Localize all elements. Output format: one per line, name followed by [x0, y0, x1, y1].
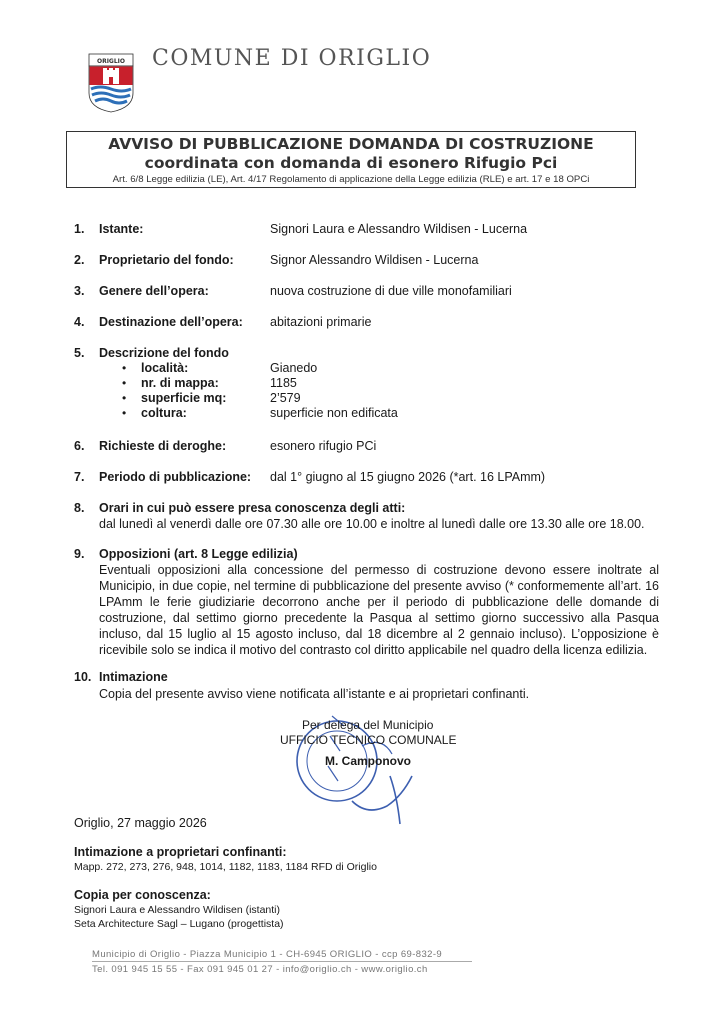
orari-text: dal lunedì al venerdì dalle ore 07.30 alle ore 10.00 e inoltre al lunedì dalle ore 13.30 alle ore 18.00.	[99, 517, 645, 531]
copia-label: Copia per conoscenza:	[74, 888, 211, 902]
fondo-value-mappa: 1185	[270, 376, 297, 390]
notice-header-box	[66, 131, 636, 188]
item-value-periodo: dal 1° giugno al 15 giugno 2026 (*art. 16 LPAmm)	[270, 470, 546, 484]
item-value-destinazione: abitazioni primarie	[270, 315, 372, 329]
comune-title: COMUNE DI ORIGLIO	[152, 46, 432, 71]
item-number: 3.	[74, 284, 85, 298]
item-number: 4.	[74, 315, 85, 329]
intimazione-label: Intimazione a proprietari confinanti:	[74, 845, 287, 859]
item-label-deroghe: Richieste di deroghe:	[99, 439, 227, 453]
footer-divider	[92, 961, 472, 962]
fondo-value-coltura: superficie non edificata	[270, 406, 398, 420]
fondo-value-localita: Gianedo	[270, 361, 318, 375]
item-number: 5.	[74, 346, 85, 360]
footer-address: Municipio di Origlio - Piazza Municipio 1 - CH-6945 ORIGLIO - ccp 69-832-9	[92, 949, 443, 960]
item-number: 2.	[74, 253, 85, 267]
fondo-label-mappa: nr. di mappa:	[141, 376, 219, 390]
bullet-icon: •	[122, 406, 127, 420]
signature-block	[280, 718, 480, 769]
item-value-proprietario: Signor Alessandro Wildisen - Lucerna	[270, 253, 479, 267]
fondo-value-superficie: 2’579	[270, 391, 301, 405]
logo-text: ORIGLIO	[96, 58, 126, 65]
item-label-periodo: Periodo di pubblicazione:	[99, 470, 252, 484]
item-value-istante: Signori Laura e Alessandro Wildisen - Lucerna	[270, 222, 528, 236]
item-number: 1.	[74, 222, 85, 236]
footer-contacts: Tel. 091 945 15 55 - Fax 091 945 01 27 - info@origlio.ch - www.origlio.ch	[92, 964, 428, 975]
item-label-destinazione: Destinazione dell’opera:	[99, 315, 243, 329]
notice-legal-reference: Art. 6/8 Legge edilizia (LE), Art. 4/17 Regolamento di applicazione della Legge edilizia (RLE) e art. 17 e 18 OPCi	[112, 174, 590, 185]
fondo-label-superficie: superficie mq:	[141, 391, 227, 405]
signature-office: UFFICIO TECNICO COMUNALE	[280, 733, 457, 747]
item-label-genere: Genere dell’opera:	[99, 284, 209, 298]
item-label-orari: Orari in cui può essere presa conoscenza degli atti:	[99, 501, 406, 515]
bullet-icon: •	[122, 361, 127, 375]
item-number: 8.	[74, 501, 85, 515]
item-label-opposizioni: Opposizioni (art. 8 Legge edilizia)	[99, 547, 298, 561]
opposizioni-text: Eventuali opposizioni alla concessione del permesso di costruzione devono essere inoltrate al Municipio, in due copie, nel termine di pubblicazione del presente avviso (* conformemente all’art. 16 LPAmm le ferie giudiziarie decorrono anche per il periodo di pubblicazione delle domande di costruzione, dal settimo giorno precedente la Pasqua al settimo giorno successivo alla Pasqua incluso, dal 15 luglio al 15 agosto incluso, dal 18 dicembre al 2 gennaio incluso). L’opposizione è ricevibile solo se indica il motivo del contrasto col diritto applicabile nel quadro della licenza edilizia.	[99, 563, 659, 657]
item-number: 10.	[74, 670, 92, 684]
bullet-icon: •	[122, 391, 127, 405]
item-number: 9.	[74, 547, 85, 561]
intimazione-text: Copia del presente avviso viene notificata all’istante e ai proprietari confinanti.	[99, 687, 530, 701]
item-number: 7.	[74, 470, 85, 484]
item-number: 6.	[74, 439, 85, 453]
notice-subtitle: coordinata con domanda di esonero Rifugio Pci	[144, 154, 558, 172]
signature-delegation: Per delega del Municipio	[302, 718, 434, 732]
intimazione-mappali: Mapp. 272, 273, 276, 948, 1014, 1182, 1183, 1184 RFD di Origlio	[74, 861, 377, 873]
copia-recipient: Signori Laura e Alessandro Wildisen (istanti)	[74, 904, 281, 916]
item-value-deroghe: esonero rifugio PCi	[270, 439, 377, 453]
item-label-istante: Istante:	[99, 222, 144, 236]
document-date: Origlio, 27 maggio 2026	[74, 816, 207, 830]
item-value-genere: nuova costruzione di due ville monofamiliari	[270, 284, 512, 298]
notice-title: AVVISO DI PUBBLICAZIONE DOMANDA DI COSTRUZIONE	[108, 135, 594, 153]
origlio-coat-of-arms-logo	[88, 53, 134, 113]
fondo-label-coltura: coltura:	[141, 406, 187, 420]
bullet-icon: •	[122, 376, 127, 390]
item-label-fondo: Descrizione del fondo	[99, 346, 229, 360]
fondo-label-localita: località:	[141, 361, 189, 375]
copia-recipient: Seta Architecture Sagl – Lugano (progettista)	[74, 918, 284, 930]
item-label-intimazione: Intimazione	[99, 670, 168, 684]
item-label-proprietario: Proprietario del fondo:	[99, 253, 234, 267]
signature-name: M. Camponovo	[325, 754, 411, 768]
